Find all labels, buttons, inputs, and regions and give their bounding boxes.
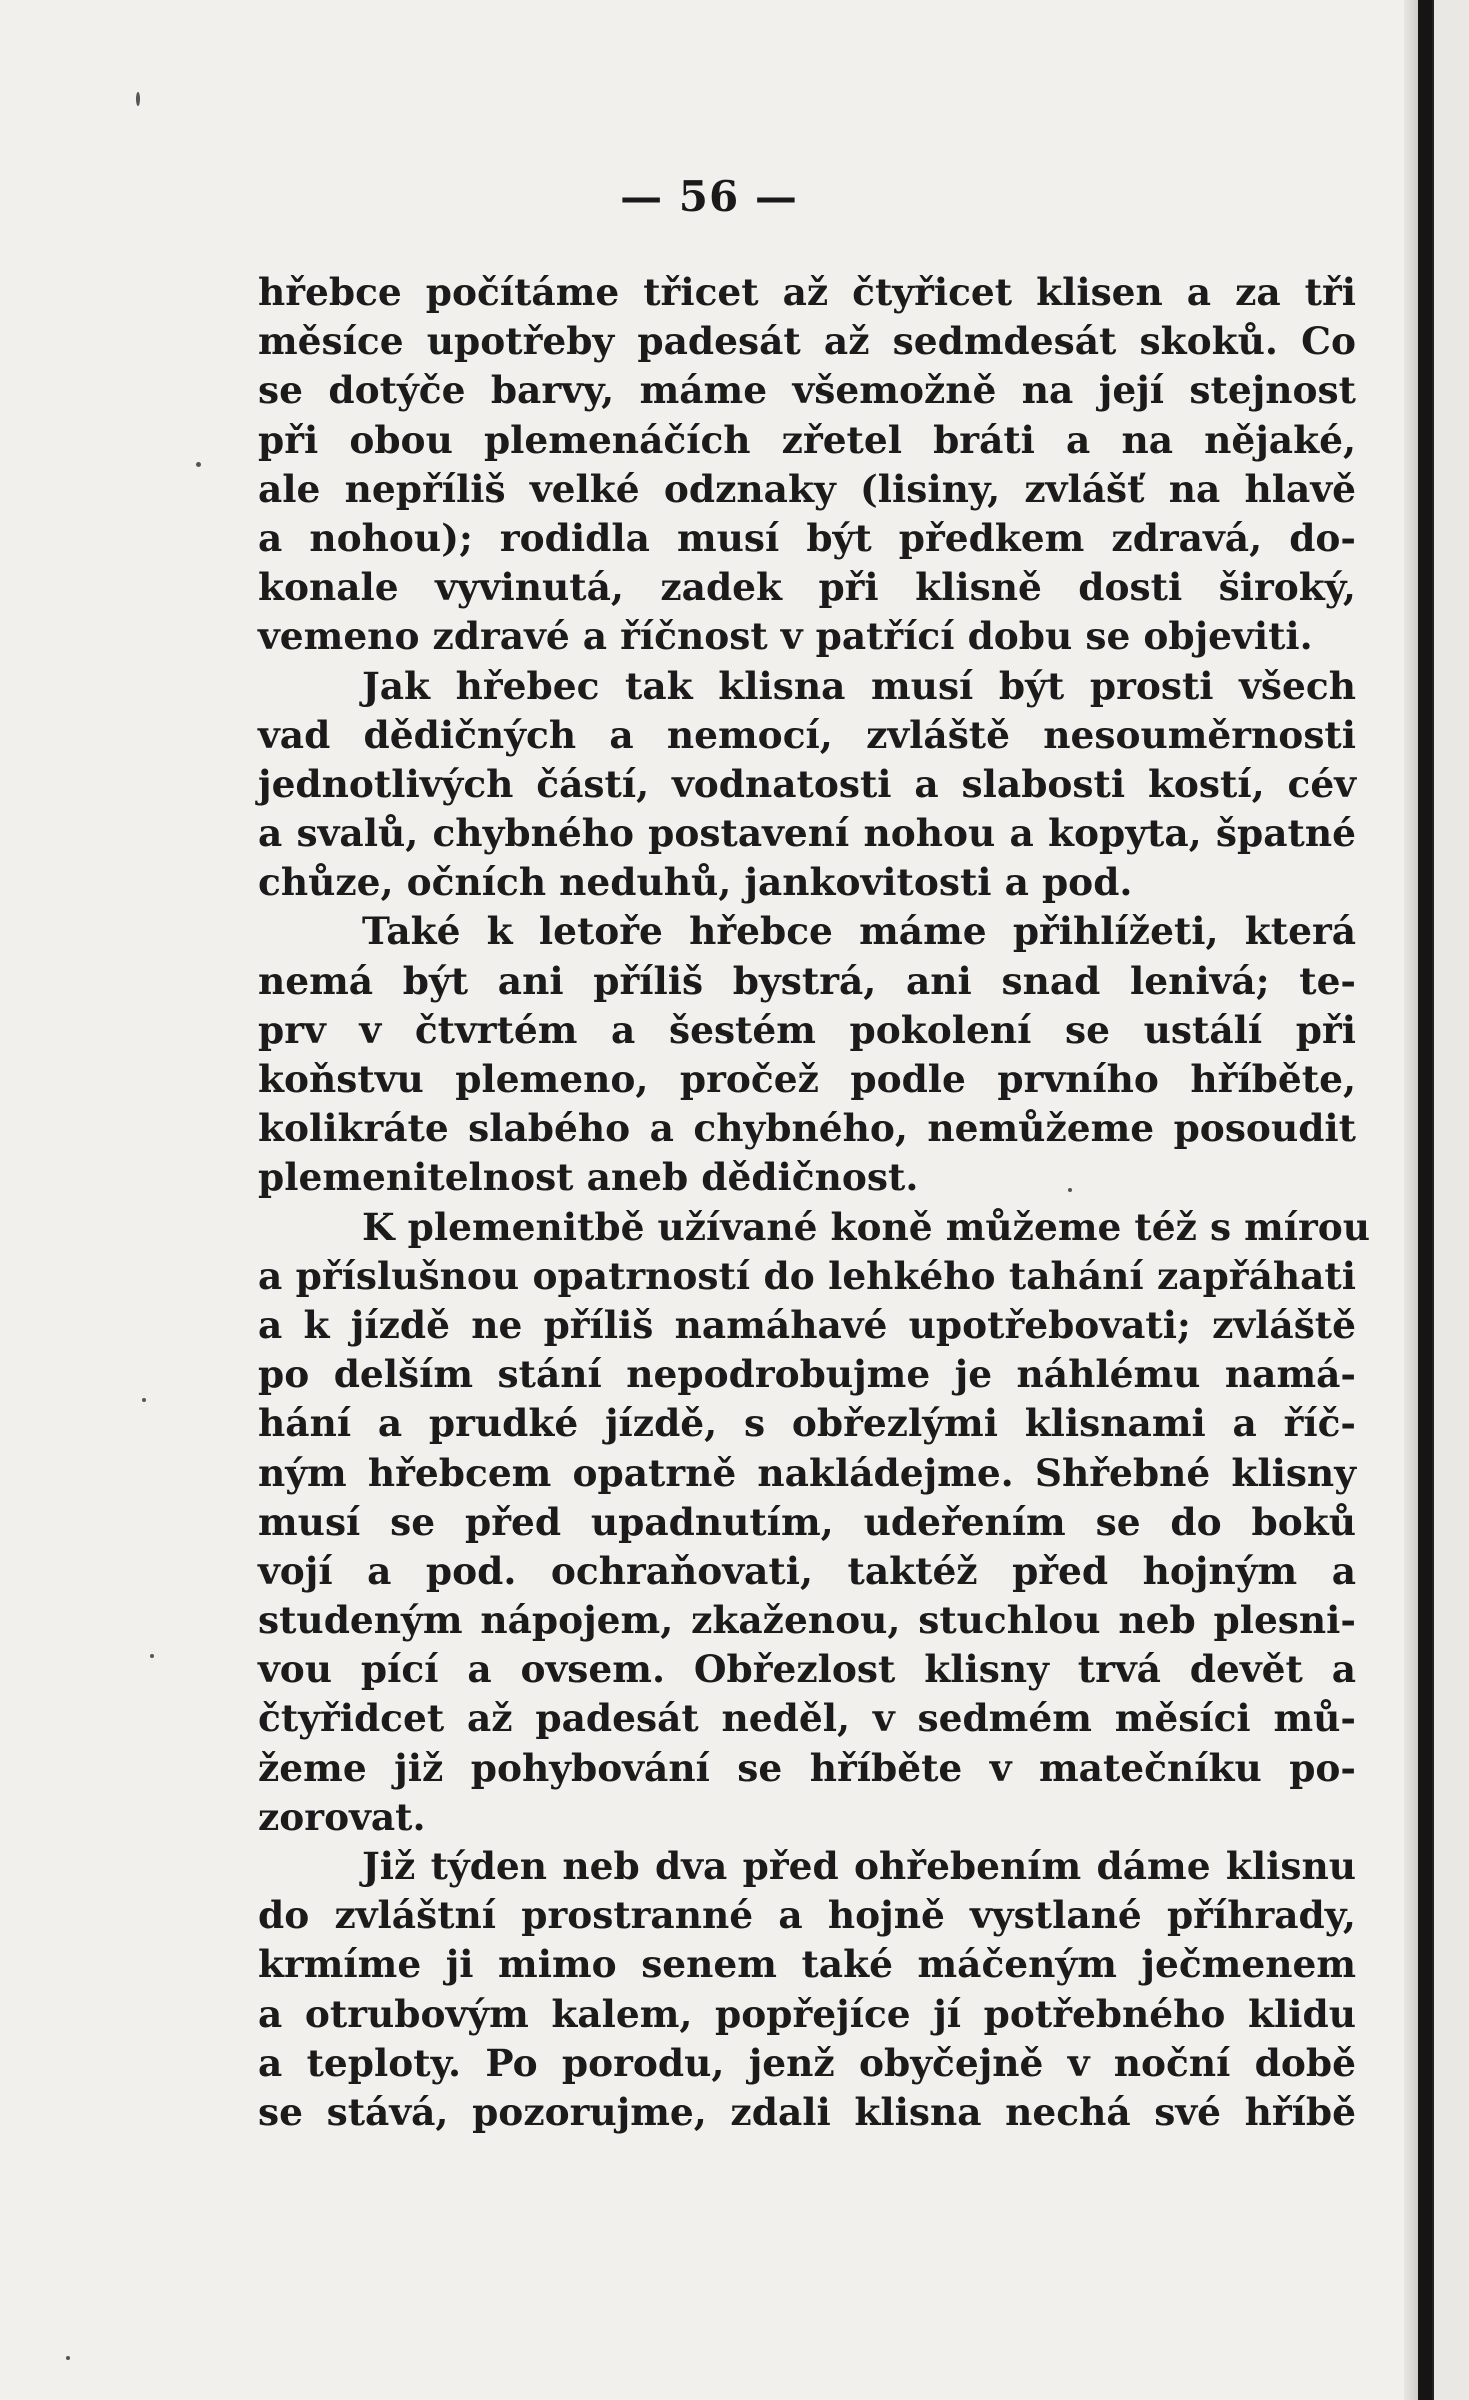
text-line: se stává, pozorujme, zdali klisna nechá své hříbě bbox=[258, 2089, 1356, 2134]
text-line: do zvláštní prostranné a hojně vystlané příhrady, bbox=[258, 1893, 1356, 1938]
text-line: krmíme ji mimo senem také máčeným ječmenem bbox=[258, 1942, 1356, 1987]
text-line: konale vyvinutá, zadek při klisně dosti široký, bbox=[258, 565, 1356, 610]
paragraph-start-line: Jak hřebec tak klisna musí být prosti všech bbox=[362, 663, 1356, 708]
text-line: vojí a pod. ochraňovati, taktéž před hojným a bbox=[258, 1548, 1356, 1593]
text-line: a příslušnou opatrností do lehkého tahání zapřáhati bbox=[258, 1253, 1356, 1298]
paragraph-start-line: Již týden neb dva před ohřebením dáme klisnu bbox=[362, 1844, 1356, 1888]
text-line: ným hřebcem opatrně nakládejme. Shřebné klisny bbox=[258, 1450, 1356, 1495]
text-line: prv v čtvrtém a šestém pokolení se ustálí při bbox=[258, 1007, 1356, 1052]
adjacent-page-edge bbox=[1432, 0, 1469, 2400]
text-line: žeme již pohybování se hříběte v matečníku po- bbox=[258, 1745, 1356, 1790]
text-line: studeným nápojem, zkaženou, stuchlou neb plesni- bbox=[258, 1598, 1356, 1643]
text-line: nemá být ani příliš bystrá, ani snad lenivá; te- bbox=[258, 958, 1356, 1003]
paper-speck bbox=[196, 462, 201, 467]
text-line: zorovat. bbox=[258, 1794, 426, 1839]
text-line: kolikráte slabého a chybného, nemůžeme posoudit bbox=[258, 1106, 1356, 1151]
text-line: vou pící a ovsem. Obřezlost klisny trvá devět a bbox=[258, 1647, 1356, 1692]
text-line: musí se před upadnutím, udeřením se do boků bbox=[258, 1499, 1356, 1544]
text-line: a otrubovým kalem, popřejíce jí potřebného klidu bbox=[258, 1991, 1356, 2036]
body-text bbox=[258, 268, 1371, 2137]
text-line: ale nepříliš velké odznaky (lisiny, zvlášť na hlavě bbox=[258, 466, 1356, 511]
text-line: při obou plemenáčích zřetel bráti a na nějaké, bbox=[258, 417, 1356, 462]
text-line: a k jízdě ne příliš namáhavé upotřebovati; zvláště bbox=[258, 1302, 1356, 1347]
paragraph-start-line: Také k letoře hřebce máme přihlížeti, která bbox=[362, 909, 1356, 954]
text-line: měsíce upotřeby padesát až sedmdesát skoků. Co bbox=[258, 319, 1356, 364]
text-line: jednotlivých částí, vodnatosti a slabosti kostí, cév bbox=[258, 761, 1356, 806]
text-line: a teploty. Po porodu, jenž obyčejně v noční době bbox=[258, 2040, 1356, 2085]
page-number: — 56 — bbox=[620, 172, 798, 221]
text-line: chůze, očních neduhů, jankovitosti a pod. bbox=[258, 860, 1133, 905]
paper-speck bbox=[142, 1398, 146, 1402]
text-line: po delším stání nepodrobujme je náhlému namá- bbox=[258, 1352, 1356, 1397]
paper-speck bbox=[66, 2356, 70, 2360]
text-line: koňstvu plemeno, pročež podle prvního hříběte, bbox=[258, 1057, 1356, 1101]
paper-speck bbox=[150, 1654, 154, 1658]
text-line: hání a prudké jízdě, s obřezlými klisnami a říč- bbox=[258, 1401, 1356, 1446]
text-line: vemeno zdravé a říčnost v patřící dobu se objeviti. bbox=[258, 614, 1313, 659]
text-line: a nohou); rodidla musí být předkem zdravá, do- bbox=[258, 515, 1356, 560]
text-line: hřebce počítáme třicet až čtyřicet klisen a za tři bbox=[258, 270, 1356, 314]
text-line: a svalů, chybného postavení nohou a kopyta, špatné bbox=[258, 811, 1356, 856]
text-line: plemenitelnost aneb dědičnost. bbox=[258, 1155, 919, 1200]
text-line: se dotýče barvy, máme všemožně na její stejnost bbox=[258, 368, 1356, 413]
text-line: čtyřidcet až padesát neděl, v sedmém měsíci mů- bbox=[258, 1696, 1356, 1741]
text-line: vad dědičných a nemocí, zvláště nesouměrnosti bbox=[258, 712, 1356, 757]
paragraph-start-line: K plemenitbě užívané koně můžeme též s mírou bbox=[362, 1204, 1371, 1249]
paper-speck bbox=[136, 92, 140, 106]
paper-speck bbox=[1068, 1188, 1072, 1192]
